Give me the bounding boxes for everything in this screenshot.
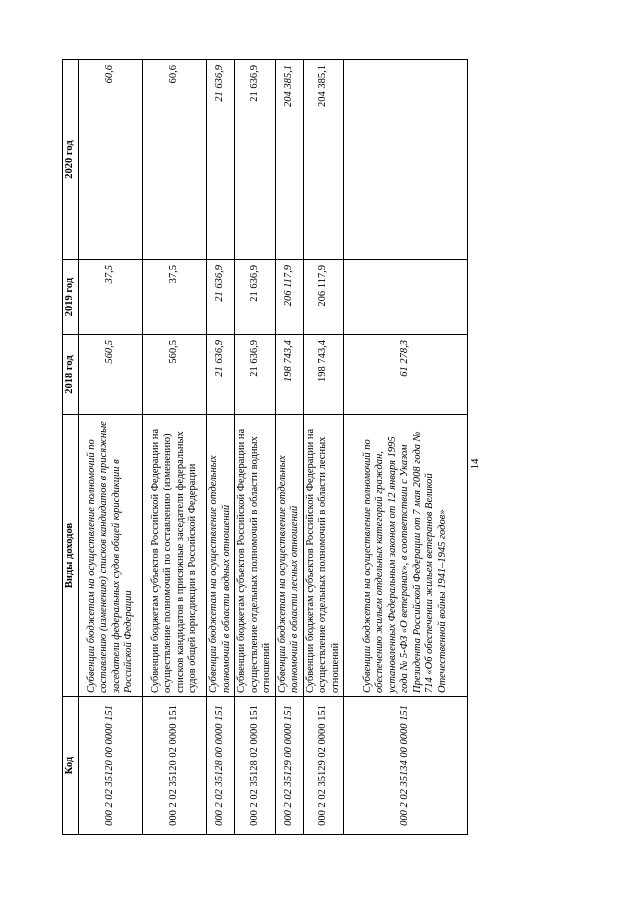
row-value-2019: 206 117,9 bbox=[303, 260, 344, 335]
row-value-2019: 21 636,9 bbox=[207, 260, 235, 335]
table-row bbox=[207, 60, 235, 835]
page-number: 14 bbox=[469, 458, 481, 470]
row-value-2018: 61 278,3 bbox=[344, 335, 468, 415]
table-row bbox=[303, 60, 344, 835]
row-value-2018: 21 636,9 bbox=[207, 335, 235, 415]
header-2019: 2019 год bbox=[63, 260, 79, 335]
table-row bbox=[275, 60, 303, 835]
row-value-2019: 37,5 bbox=[143, 260, 207, 335]
row-code: 000 2 02 35129 02 0000 151 bbox=[303, 697, 344, 835]
row-value-2020: 60,6 bbox=[79, 60, 143, 260]
row-value-2019 bbox=[344, 260, 468, 335]
row-value-2020: 204 385,1 bbox=[303, 60, 344, 260]
row-value-2020: 21 636,9 bbox=[235, 60, 276, 260]
row-description: Субвенции бюджетам на осуществление отдельных полномочий в области водных отношений bbox=[207, 415, 235, 697]
row-code: 000 2 02 35128 02 0000 151 bbox=[235, 697, 276, 835]
row-value-2018: 560,5 bbox=[79, 335, 143, 415]
row-code: 000 2 02 35120 00 0000 151 bbox=[79, 697, 143, 835]
row-value-2020: 204 385,1 bbox=[275, 60, 303, 260]
table-row bbox=[143, 60, 207, 835]
row-value-2019: 37,5 bbox=[79, 260, 143, 335]
row-code: 000 2 02 35134 00 0000 151 bbox=[344, 697, 468, 835]
row-description: Субвенции бюджетам субъектов Российской Федерации на осуществление отдельных полномочий в области водных отношений bbox=[235, 415, 276, 697]
revenue-table bbox=[62, 59, 468, 835]
rotated-table-container bbox=[62, 60, 468, 835]
row-value-2019: 206 117,9 bbox=[275, 260, 303, 335]
header-revenue-type: Виды доходов bbox=[63, 415, 79, 697]
row-description: Субвенции бюджетам на осуществление полномочий по составлению (изменению) списков кандидатов в присяжные заседатели федеральных судов общей юрисдикции в Российской Федерации bbox=[79, 415, 143, 697]
table-row bbox=[235, 60, 276, 835]
row-value-2018: 198 743,4 bbox=[303, 335, 344, 415]
row-code: 000 2 02 35120 02 0000 151 bbox=[143, 697, 207, 835]
header-code: Код bbox=[63, 697, 79, 835]
row-description: Субвенции бюджетам на осуществление полномочий по обеспечению жильем отдельных категорий граждан, установленных Федеральным законом от 12 января 1995 года № 5-ФЗ «О ветеранах», в соответствии с Указом Президента Российской Федерации от 7 мая 2008 года № 714 «Об обеспечении жильем ветеранов Великой Отечественной войны 1941–1945 годов» bbox=[344, 415, 468, 697]
row-value-2018: 198 743,4 bbox=[275, 335, 303, 415]
table-header-row bbox=[63, 60, 79, 835]
table-row bbox=[79, 60, 143, 835]
row-value-2018: 21 636,9 bbox=[235, 335, 276, 415]
header-2020: 2020 год bbox=[63, 60, 79, 260]
row-code: 000 2 02 35129 00 0000 151 bbox=[275, 697, 303, 835]
header-2018: 2018 год bbox=[63, 335, 79, 415]
row-description: Субвенции бюджетам субъектов Российской Федерации на осуществление отдельных полномочий в области лесных отношений bbox=[303, 415, 344, 697]
table-row bbox=[344, 60, 468, 835]
row-value-2020 bbox=[344, 60, 468, 260]
row-value-2018: 560,5 bbox=[143, 335, 207, 415]
row-description: Субвенции бюджетам субъектов Российской Федерации на осуществление полномочий по составлению (изменению) списков кандидатов в присяжные заседатели федеральных судов общей юрисдикции в Российской Федерации bbox=[143, 415, 207, 697]
row-value-2020: 60,6 bbox=[143, 60, 207, 260]
row-value-2019: 21 636,9 bbox=[235, 260, 276, 335]
row-code: 000 2 02 35128 00 0000 151 bbox=[207, 697, 235, 835]
row-description: Субвенции бюджетам на осуществление отдельных полномочий в области лесных отношений bbox=[275, 415, 303, 697]
row-value-2020: 21 636,9 bbox=[207, 60, 235, 260]
